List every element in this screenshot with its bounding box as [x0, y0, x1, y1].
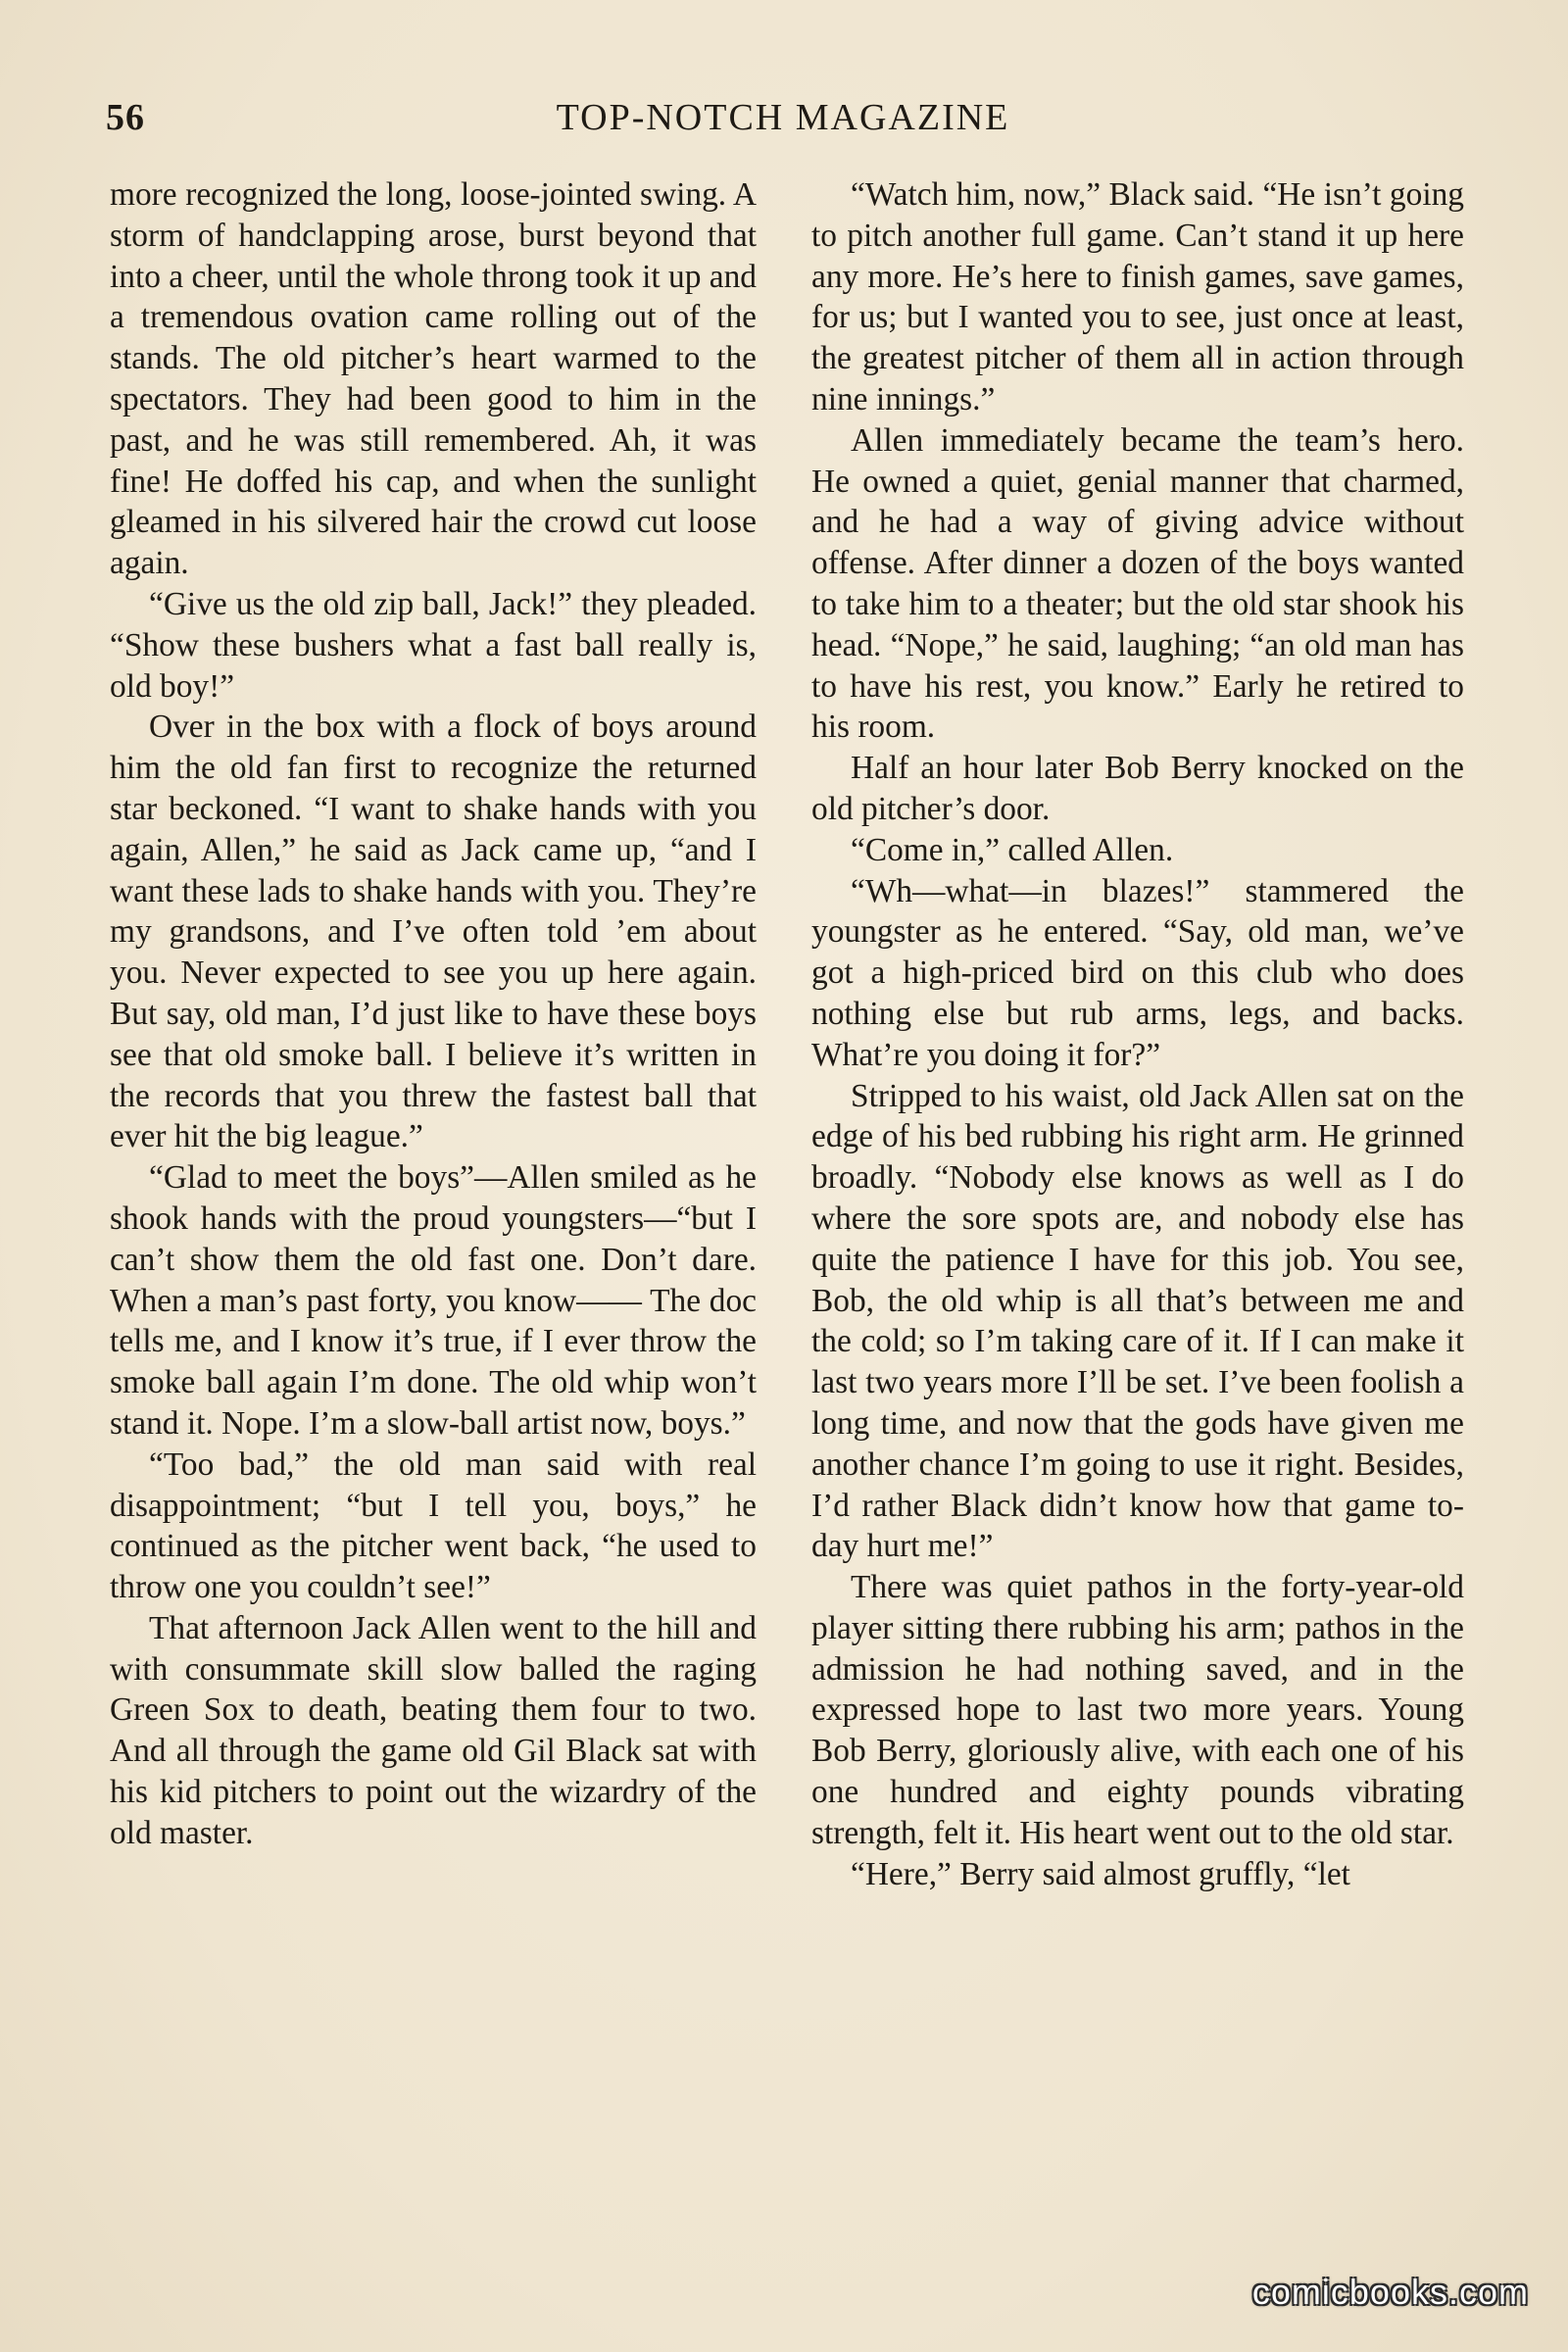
watermark: comicbooks.com	[1251, 2272, 1529, 2312]
paragraph: “Come in,” called Allen.	[851, 831, 1174, 868]
paragraph: Stripped to his waist, old Jack Allen sat on the edge of his bed rubbing his right arm. He grinned broadly. “Nobody else knows as well as I do where the sore spots are, and nobody else has quite the patience I have for this job. You see, Bob, the old whip is all that’s between me and the cold; so I’m taking care of it. If I can make it last two years more I’ll be set. I’ve been foolish a long time, and now that the gods have given me another chance I’m going to use it right. Besides, I’d rather Black didn’t know how that game to-day hurt me!”	[811, 1077, 1464, 1565]
paragraph: “Too bad,” the old man said with real disappointment; “but I tell you, boys,” he continued as the pitcher went back, “he used to throw one you couldn’t see!”	[110, 1446, 757, 1606]
paragraph: “Wh—what—in blazes!” stammered the youngster as he entered. “Say, old man, we’ve got a high-priced bird on this club who does nothing else but rub arms, legs, and backs. What’re you doing it for?”	[811, 872, 1464, 1073]
paragraph: “Give us the old zip ball, Jack!” they pleaded. “Show these bushers what a fast ball really is, old boy!”	[110, 585, 757, 705]
paragraph: “Here,” Berry said almost gruffly, “let	[851, 1855, 1350, 1892]
paragraph: Allen immediately became the team’s hero. He owned a quiet, genial manner that charmed, and he had a way of giving advice without offense. After dinner a dozen of the boys wanted to take him to a theater; but the old star shook his head. “Nope,” he said, laughing; “an old man has to have his rest, you know.” Early he retired to his room.	[811, 421, 1464, 746]
page-number: 56	[106, 97, 145, 138]
paragraph: That afternoon Jack Allen went to the hill and with consummate skill slow balled the raging Green Sox to death, beating them four to two. And all through the game old Gil Black sat with his kid pitchers to point out the wizardry of the old master.	[110, 1609, 757, 1851]
paragraph: “Glad to meet the boys”—Allen smiled as he shook hands with the proud youngsters—“but I can’t show them the old fast one. Don’t dare. When a man’s past forty, you know—— The doc tells me, and I know it’s true, if I ever throw the smoke ball again I’m done. The old whip won’t stand it. Nope. I’m a slow-ball artist now, boys.”	[110, 1159, 757, 1442]
running-title: TOP-NOTCH MAGAZINE	[556, 97, 1010, 138]
paragraph: Over in the box with a flock of boys around him the old fan first to recognize the returned star beckoned. “I want to shake hands with you again, Allen,” he said as Jack came up, “and I want these lads to shake hands with you. They’re my grandsons, and I’ve often told ’em about you. Never expected to see you up here again. But say, old man, I’d just like to have these boys see that old smoke ball. I believe it’s written in the records that you threw the fastest ball that ever hit the big league.”	[110, 709, 757, 1155]
page-header	[106, 96, 1460, 155]
paragraph: Half an hour later Bob Berry knocked on the old pitcher’s door.	[811, 750, 1464, 827]
paragraph: “Watch him, now,” Black said. “He isn’t going to pitch another full game. Can’t stand it up here any more. He’s here to finish games, save games, for us; but I wanted you to see, just once at least, the greatest pitcher of them all in action through nine innings.”	[811, 176, 1464, 417]
paragraph: There was quiet pathos in the forty-year-old player sitting there rubbing his arm; pathos in the admission he had nothing saved, and in the expressed hope to last two more years. Young Bob Berry, gloriously alive, with each one of his one hundred and eighty pounds vibrating strength, felt it. His heart went out to the old star.	[811, 1569, 1464, 1851]
right-column	[811, 174, 1464, 1894]
paragraph: more recognized the long, loose-jointed swing. A storm of handclapping arose, burst beyond that into a cheer, until the whole throng took it up and a tremendous ovation came rolling out of the stands. The old pitcher’s heart warmed to the spectators. They had been good to him in the past, and he was still remembered. Ah, it was fine! He doffed his cap, and when the sunlight gleamed in his silvered hair the crowd cut loose again.	[110, 176, 757, 582]
left-column	[110, 174, 757, 1854]
